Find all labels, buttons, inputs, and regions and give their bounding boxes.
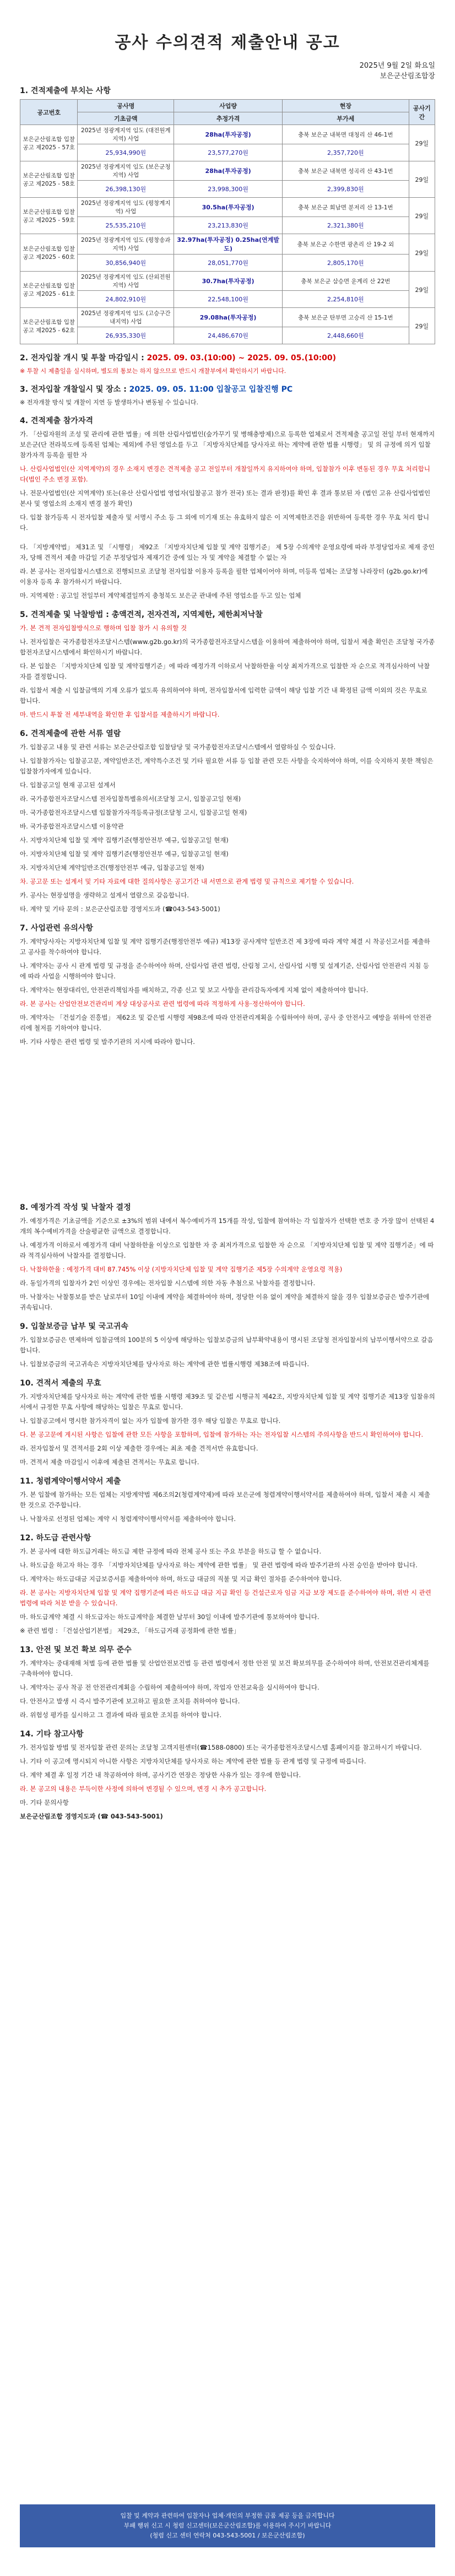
- cell-est: 23,577,270원: [174, 144, 283, 161]
- cell-est: 22,548,100원: [174, 291, 283, 308]
- paragraph: 다. 계약자는 현장대리인, 안전관리책임자를 배치하고, 각종 신고 및 보고 사항을 관리감독자에게 지체 없이 제출하여야 합니다.: [20, 986, 369, 994]
- section-heading: [20, 383, 435, 394]
- table-row: [20, 291, 435, 308]
- section-6: [0, 728, 455, 914]
- cell-est: 23,213,830원: [174, 217, 283, 234]
- cell-vat: 2,254,810원: [282, 291, 409, 308]
- col-base: 기초금액: [78, 112, 174, 125]
- section-2-heading: 2. 전자입찰 개시 및 투찰 마감일시 :: [20, 354, 144, 362]
- cell-period: 29일: [409, 198, 435, 234]
- cell-est: 23,998,300원: [174, 181, 283, 198]
- footer-line: (청렴 신고 센터 연락처 043-543-5001 / 보은군산림조합): [150, 2532, 305, 2539]
- paragraph: 다. 계약자는 하도급대금 지급보증서를 제출하여야 하며, 하도급 대금의 직불 및 지급 확인 절차를 준수하여야 합니다.: [20, 1575, 342, 1583]
- section-10: [0, 1377, 455, 1468]
- section-heading: 14. 기타 참고사항: [20, 1730, 84, 1739]
- paragraph-warning: 차. 공고문 또는 설계서 및 기타 자료에 대한 질의사항은 공고기간 내 서면으로 관계 법령 및 규칙으로 제기할 수 있습니다.: [20, 878, 354, 885]
- cell-work: 30.5ha(투자공정): [174, 198, 283, 217]
- paragraph: ※ 관련 법령 : 「건설산업기본법」 제29조, 「하도급거래 공정화에 관한 법률」: [20, 1627, 240, 1635]
- cell-period: 29일: [409, 272, 435, 308]
- section-heading: 1. 견적제출에 부치는 사항: [20, 86, 111, 95]
- paragraph: 나. 계약자는 공사 시 관계 법령 및 규정을 준수하여야 하며, 산림사업 관련 법령, 산림청 고시, 산림사업 시행 및 설계기준, 산림사업 안전관리 지침 등에 따라 사업을 시행하여야 합니다.: [20, 962, 430, 980]
- section-11: [0, 1475, 455, 1524]
- paragraph-warning: 라. 본 공사는 산업안전보건관리비 계상 대상공사로 관련 법령에 따라 적정하게 사용·정산하여야 합니다.: [20, 1000, 305, 1008]
- bid-period: 2025. 09. 03.(10:00) ~ 2025. 09. 05.(10:00): [147, 354, 337, 362]
- paragraph: 가. 입찰공고 내용 및 관련 서류는 보은군산림조합 입찰담당 및 국가종합전자조달시스템에서 열람하실 수 있습니다.: [20, 743, 336, 751]
- section-13-body: [20, 1658, 435, 1720]
- cell-est: 24,486,670원: [174, 327, 283, 344]
- cell-name: 2025년 정광계지역 임도 (대전원계지역) 사업: [78, 125, 174, 144]
- paragraph: 나. 낙찰자로 선정된 업체는 계약 시 청렴계약이행서약서를 제출하여야 합니다.: [20, 1515, 236, 1523]
- paragraph: 다. 「지방계약법」 제31조 및 「시행령」 제92조 「지방자치단체 입찰 및 계약 집행기준」 제 5장 수의계약 운영요령에 따라 부정당업자로 제재 중인 자, 당해 견적서 제출 마감일 기준 부정당업자 제재기간 중에 있는 자 및 계약을 체결할 수 없는 자: [20, 543, 435, 561]
- paragraph: 가. 입찰보증금은 면제하며 입찰금액의 100분의 5 이상에 해당하는 입찰보증금의 납부확약내용이 명시된 조달청 전자입찰서의 납부이행서약으로 갈음합니다.: [20, 1336, 434, 1354]
- paragraph-warning: 라. 본 공사는 지방자치단체 입찰 및 계약 집행기준에 따른 하도급 대금 지급 확인 등 건설근로자 임금 지급 보장 제도를 준수하여야 하며, 위반 시 관련 법령에 따라 처분 받을 수 있습니다.: [20, 1589, 431, 1607]
- col-est: 추정가격: [174, 112, 283, 125]
- section-6-body: [20, 742, 435, 914]
- table-row: [20, 234, 435, 255]
- section-heading: 5. 견적제출 및 낙찰방법 : 총액견적, 전자견적, 지역제한, 제한최저낙찰: [20, 610, 263, 619]
- doc-issuer: 보은군산림조합장: [380, 72, 435, 80]
- paragraph: 가. 본 입찰에 참가하는 모든 업체는 지방계약법 제6조의2(청렴계약제)에 따라 보은군에 청렴계약이행서약서를 제출하여야 하며, 입찰서 제출 시 제출한 것으로 간주합니다.: [20, 1491, 430, 1509]
- paragraph: 가. 지방자치단체를 당사자로 하는 계약에 관한 법률 시행령 제39조 및 같은법 시행규칙 제42조, 지방자치단체 입찰 및 계약 집행기준 제13장 입찰유의서에서 규정한 무효 사항에 해당하는 입찰은 무효로 합니다.: [20, 1393, 435, 1411]
- open-date: 2025. 09. 05.: [129, 385, 187, 394]
- section-7: [0, 922, 455, 1047]
- open-place: 11:00 입찰공고 입찰진행 PC: [189, 385, 293, 394]
- paragraph: 마. 견적서 제출 마감일시 이후에 제출된 견적서는 무효로 합니다.: [20, 1458, 199, 1466]
- table-row: [20, 125, 435, 144]
- paragraph: 사. 지방자치단체 입찰 및 계약 집행기준(행정안전부 예규, 입찰공고일 현재): [20, 836, 229, 844]
- footer-banner: [20, 2504, 435, 2547]
- paragraph: 나. 전자입찰은 국가종합전자조달시스템(www.g2b.go.kr)의 국가종합전자조달시스템을 이용하여 제출하여야 하며, 입찰서 제출 확인은 조달청 국가종합전자조달시스템에서 확인하시기 바랍니다.: [20, 638, 435, 656]
- cell-vat: 2,805,170원: [282, 255, 409, 272]
- cell-base: 26,398,130원: [78, 181, 174, 198]
- paragraph-warning: 다. 본 공고문에 게시된 사항은 입찰에 관한 모든 사항을 포함하며, 입찰에 참가하는 자는 전자입찰 시스템의 주의사항을 반드시 확인하여야 합니다.: [20, 1431, 424, 1438]
- cell-vat: 2,448,660원: [282, 327, 409, 344]
- cell-name: 2025년 정광계지역 임도 (고승구간내지역) 사업: [78, 308, 174, 327]
- cell-period: 29일: [409, 125, 435, 161]
- section-12-body: [20, 1546, 435, 1636]
- cell-location: 충북 보은군 내북면 성곡리 산 43-1번: [282, 161, 409, 181]
- notice-table: [20, 99, 435, 344]
- paragraph: 가. 계약자는 중대재해 처벌 등에 관한 법률 및 산업안전보건법 등 관련 법령에서 정한 안전 및 보건 확보의무를 준수하여야 하며, 안전보건관리체계를 구축하여야 합니다.: [20, 1659, 430, 1677]
- paragraph: 나. 입찰공고에서 명시한 참가자격이 없는 자가 입찰에 참가한 경우 해당 입찰은 무효로 합니다.: [20, 1417, 281, 1425]
- cell-name: 2025년 정광계지역 임도 (보은군청지역) 사업: [78, 161, 174, 181]
- section-12: [0, 1532, 455, 1636]
- doc-meta: [0, 61, 455, 82]
- paragraph: 나. 계약자는 공사 착공 전 안전관리계획을 수립하여 제출하여야 하며, 작업자 안전교육을 실시하여야 합니다.: [20, 1684, 319, 1691]
- section-heading: 13. 안전 및 보건 확보 의무 준수: [20, 1646, 132, 1654]
- col-vat: 부가세: [282, 112, 409, 125]
- paragraph: 나. 예정가격 이하로서 예정가격 대비 낙찰하한율 이상으로 입찰한 자 중 최저가격으로 입찰한 자 순으로 「지방자치단체 입찰 및 계약 집행기준」에 따라 적격심사하여 낙찰자를 결정합니다.: [20, 1241, 434, 1259]
- section-heading: 12. 하도급 관련사항: [20, 1534, 91, 1543]
- table-row: [20, 181, 435, 198]
- contact-line: 보은군산림조합 경영지도과 (☎ 043-543-5001): [20, 1812, 163, 1820]
- cell-notice-no: 보은군산림조합 입찰공고 제2025 - 59호: [20, 198, 78, 234]
- paragraph: 타. 계약 및 기타 문의 : 보은군산림조합 경영지도과 (☎043-543-5001): [20, 905, 220, 913]
- cell-vat: 2,321,380원: [282, 217, 409, 234]
- section-14: [0, 1728, 455, 1822]
- page-gap: [0, 1051, 455, 1194]
- section-9: [0, 1321, 455, 1370]
- section-3: [0, 383, 455, 407]
- table-row: [20, 198, 435, 217]
- col-work: 사업량: [174, 100, 283, 112]
- paragraph: 나. 하도급을 하고자 하는 경우 「지방자치단체를 당사자로 하는 계약에 관한 법률」 및 관련 법령에 따라 발주기관의 사전 승인을 받아야 합니다.: [20, 1561, 418, 1569]
- cell-location: 충북 보은군 탄부면 고승리 산 15-1번: [282, 308, 409, 327]
- section-2: [0, 352, 455, 376]
- paragraph: 라. 본 공사는 전자입찰시스템으로 진행되므로 조달청 전자입찰 이용자 등록을 필한 업체이어야 하며, 미등록 업체는 조달청 나라장터 (g2b.go.kr)에 이용자 등록 후 참가하시기 바랍니다.: [20, 567, 428, 586]
- section-2-note: ※ 투찰 시 제출일을 실시하며, 별도의 통보는 하지 않으므로 반드시 개찰부에서 확인하시기 바랍니다.: [20, 367, 286, 375]
- cell-vat: 2,357,720원: [282, 144, 409, 161]
- section-3-heading: 3. 전자입찰 개찰일시 및 장소 :: [20, 385, 127, 394]
- paragraph: 다. 안전사고 발생 시 즉시 발주기관에 보고하고 필요한 조치를 취하여야 합니다.: [20, 1697, 240, 1705]
- section-4-body: [20, 429, 435, 601]
- cell-base: 25,535,210원: [78, 217, 174, 234]
- paragraph: 다. 계약 체결 후 일정 기간 내 착공하여야 하며, 공사기간 연장은 정당한 사유가 있는 경우에 한합니다.: [20, 1771, 301, 1779]
- cell-location: 충북 보은군 삼승면 운계리 산 22번: [282, 272, 409, 291]
- section-heading: 10. 견적서 제출의 무효: [20, 1379, 101, 1388]
- paragraph: 마. 지역제한 : 공고일 전일부터 계약체결일까지 충청북도 보은군 관내에 주된 영업소를 두고 있는 업체: [20, 592, 301, 599]
- doc-date: 2025년 9월 2일 화요일: [359, 62, 435, 70]
- paragraph-warning: 마. 반드시 투찰 전 세부내역을 확인한 후 입찰서를 제출하시기 바랍니다.: [20, 711, 220, 718]
- cell-work: 30.7ha(투자공정): [174, 272, 283, 291]
- paragraph: 나. 입찰보증금의 국고귀속은 지방자치단체를 당사자로 하는 계약에 관한 법률시행령 제38조에 따릅니다.: [20, 1360, 310, 1368]
- cell-work: 32.97ha(투자공정) 0.25ha(연계발도): [174, 234, 283, 255]
- cell-base: 30,856,940원: [78, 255, 174, 272]
- paragraph: 아. 지방자치단체 입찰 및 계약 집행기준(행정안전부 예규, 입찰공고일 현재): [20, 850, 229, 858]
- paragraph: 가. 본 견적 전자입찰방식으로 행하며 입찰 참가 시 유의할 것: [20, 624, 187, 632]
- paragraph: 다. 입찰 참가등록 시 전자입찰 제출자 및 서명시 주소 등 그 외에 미기재 또는 유효하지 않은 이 지역제한조건을 위반하여 등록한 경우 무효 처리 합니다.: [20, 513, 430, 532]
- section-heading: 8. 예정가격 작성 및 낙찰자 결정: [20, 1203, 131, 1212]
- cell-name: 2025년 정광계지역 임도 (평창송과지역) 사업: [78, 234, 174, 255]
- cell-name: 2025년 정광계지역 임도 (산외전원지역) 사업: [78, 272, 174, 291]
- cell-notice-no: 보은군산림조합 입찰공고 제2025 - 60호: [20, 234, 78, 272]
- paragraph: 나. 기타 이 공고에 명시되지 아니한 사항은 지방자치단체를 당사자로 하는 계약에 관한 법률 등 관계 법령 및 규정에 따릅니다.: [20, 1757, 366, 1765]
- section-5: [0, 609, 455, 720]
- cell-location: 충북 보은군 회남면 분저리 산 13-1번: [282, 198, 409, 217]
- cell-base: 26,935,330원: [78, 327, 174, 344]
- section-4: [0, 415, 455, 601]
- cell-period: 29일: [409, 308, 435, 344]
- paragraph: 다. 입찰공고일 현재 공고된 설계서: [20, 781, 116, 789]
- paragraph: 가. 본 공사에 대한 하도급거래는 하도급 제한 규정에 따라 전체 공사 또는 주요 부분을 하도급 할 수 없습니다.: [20, 1547, 322, 1555]
- section-1: [0, 85, 455, 344]
- table-row: [20, 144, 435, 161]
- section-14-body: [20, 1742, 435, 1822]
- page-title: 공사 수의견적 제출안내 공고: [115, 33, 340, 52]
- cell-vat: 2,399,830원: [282, 181, 409, 198]
- paragraph: 마. 국가종합전자조달시스템 입찰참가자격등록규정(조달청 고시, 입찰공고일 현재): [20, 809, 247, 816]
- table-row: [20, 327, 435, 344]
- footer-line: 부패 행위 신고 시 청렴 신고센터(보은군산림조합)를 이용하여 주시기 바랍니다: [123, 2522, 332, 2529]
- col-notice-no: 공고번호: [20, 100, 78, 125]
- col-name: 공사명: [78, 100, 174, 112]
- cell-notice-no: 보은군산림조합 입찰공고 제2025 - 58호: [20, 161, 78, 198]
- paragraph: 바. 기타 사항은 관련 법령 및 발주기관의 지시에 따라야 합니다.: [20, 1038, 195, 1046]
- footer-line: 입찰 및 계약과 관련하여 입찰자나 업체·개인의 부정한 금품 제공 등을 금지합니다: [120, 2512, 335, 2519]
- section-11-body: [20, 1490, 435, 1524]
- paragraph: 마. 하도급계약 체결 시 하도급자는 하도급계약을 체결한 날부터 30일 이내에 발주기관에 통보하여야 합니다.: [20, 1613, 319, 1621]
- cell-base: 25,934,990원: [78, 144, 174, 161]
- cell-est: 28,051,770원: [174, 255, 283, 272]
- paragraph: 다. 본 입찰은 「지방자치단체 입찰 및 계약집행기준」에 따라 예정가격 이하로서 낙찰하한율 이상 최저가격으로 입찰한 자 순으로 적격심사하여 낙찰자를 결정합니다.: [20, 662, 430, 680]
- section-5-body: [20, 623, 435, 720]
- cell-notice-no: 보은군산림조합 입찰공고 제2025 - 62호: [20, 308, 78, 344]
- section-9-body: [20, 1335, 435, 1370]
- section-13: [0, 1644, 455, 1720]
- table-row: [20, 255, 435, 272]
- paragraph: 라. 동일가격의 입찰자가 2인 이상인 경우에는 전자입찰 시스템에 의한 자동 추첨으로 낙찰자를 결정합니다.: [20, 1279, 316, 1287]
- cell-period: 29일: [409, 234, 435, 272]
- paragraph: 자. 지방자치단체 계약일반조건(행정안전부 예규, 입찰공고일 현재): [20, 864, 204, 872]
- cell-work: 28ha(투자공정): [174, 125, 283, 144]
- cell-name: 2025년 정광계지역 임도 (평창계지역) 사업: [78, 198, 174, 217]
- notice-table-body: [20, 125, 435, 344]
- section-heading: 7. 사업관련 유의사항: [20, 924, 93, 933]
- table-row: [20, 272, 435, 291]
- cell-location: 충북 보은군 내북면 대청리 산 46-1번: [282, 125, 409, 144]
- paragraph: 마. 낙찰자는 낙찰통보를 받은 날로부터 10일 이내에 계약을 체결하여야 하며, 정당한 이유 없이 계약을 체결하지 않을 경우 입찰보증금은 발주기관에 귀속됩니다.: [20, 1293, 430, 1311]
- cell-location: 충북 보은군 수한면 광촌리 산 19-2 외: [282, 234, 409, 255]
- cell-base: 24,802,910원: [78, 291, 174, 308]
- table-row: [20, 217, 435, 234]
- section-10-body: [20, 1392, 435, 1468]
- cell-notice-no: 보은군산림조합 입찰공고 제2025 - 61호: [20, 272, 78, 308]
- cell-work: 29.08ha(투자공정): [174, 308, 283, 327]
- cell-period: 29일: [409, 161, 435, 198]
- paragraph: 나. 입찰참가자는 입찰공고문, 계약일반조건, 계약특수조건 및 기타 필요한 서류 등 입찰 관련 모든 사항을 숙지하여야 하며, 이를 숙지하지 못한 책임은 입찰참가자에게 있습니다.: [20, 757, 434, 775]
- paragraph: 가. 예정가격은 기초금액을 기준으로 ±3%의 범위 내에서 복수예비가격 15개를 작성, 입찰에 참여하는 각 입찰자가 선택한 번호 중 가장 많이 선택된 4개의 복수예비가격을 산술평균한 금액으로 결정합니다.: [20, 1217, 435, 1235]
- col-location: 현장: [282, 100, 409, 112]
- paragraph-warning: 다. 낙찰하한율 : 예정가격 대비 87.745% 이상 (지방자치단체 입찰 및 계약 집행기준 제5장 수의계약 운영요령 적용): [20, 1265, 343, 1273]
- cell-work: 28ha(투자공정): [174, 161, 283, 181]
- paragraph: 가. 계약당사자는 지방자치단체 입찰 및 계약 집행기준(행정안전부 예규) 제13장 공사계약 일반조건 제 3장에 따라 계약 체결 시 착공신고서를 제출하고 공사를 착수하여야 합니다.: [20, 938, 430, 956]
- paragraph-warning: 나. 산림사업법인(산 지역계약)의 경우 소재지 변경은 견적제출 공고 전일부터 개찰일까지 유지하여야 하며, 입찰참가 이후 변동된 경우 무효 처리합니다(법인 주소 변경 포함).: [20, 465, 430, 483]
- paragraph: 가. 전자입찰 방법 및 전자입찰 관련 문의는 조달청 고객지원센터(☎1588-0800) 또는 국가종합전자조달시스템 홈페이지를 참고하시기 바랍니다.: [20, 1744, 422, 1751]
- section-heading: 6. 견적제출에 관한 서류 열람: [20, 729, 121, 738]
- paragraph: 나. 전문사업법인(산 지역계약) 또는(유산 산림사업법 영업자(입찰공고 참가 전국) 또는 결과 판정)를 확인 후 결과 통보된 자 (법인 고유 산림사업법인 본사 및 영업소의 소재지 변경 불가 확인): [20, 489, 431, 507]
- paragraph: 마. 계약자는 「건설기술 진흥법」 제62조 및 같은법 시행령 제98조에 따라 안전관리계획을 수립하여야 하며, 공사 중 안전사고 예방을 위하여 안전관리에 철저를 기하여야 합니다.: [20, 1014, 432, 1032]
- col-date: 공사기간: [409, 100, 435, 125]
- section-7-body: [20, 937, 435, 1047]
- table-row: [20, 161, 435, 181]
- paragraph: 가. 「산림자원의 조성 및 관리에 관한 법률」에 의한 산림사업법인(숲가꾸기 및 병해충방제)으로 등록한 업체로서 견적제출 공고일 전일 부터 현재까지 보은군(단 전라북도에 등록된 업체는 제외)에 주된 영업소를 두고 「지방자치단체를 당사자로 하는 계약에 관한 법률 시행령」 및 의 규정에 의거 입찰참가자격 등록을 필한 자: [20, 430, 435, 459]
- section-8-body: [20, 1216, 435, 1313]
- paragraph: 마. 기타 문의사항: [20, 1799, 69, 1806]
- paragraph: 라. 전자입찰서 및 견적서를 2회 이상 제출한 경우에는 최초 제출 견적서만 유효합니다.: [20, 1444, 258, 1452]
- paragraph: 바. 국가종합전자조달시스템 이용약관: [20, 822, 124, 830]
- paragraph-warning: 라. 본 공고의 내용은 부득이한 사정에 의하여 변경될 수 있으며, 변경 시 추가 공고합니다.: [20, 1785, 267, 1793]
- section-8: [0, 1202, 455, 1313]
- table-row: [20, 308, 435, 327]
- paragraph: 라. 위험성 평가를 실시하고 그 결과에 따라 필요한 조치를 하여야 합니다.: [20, 1711, 222, 1719]
- cell-notice-no: 보은군산림조합 입찰공고 제2025 - 57호: [20, 125, 78, 161]
- section-3-note: ※ 전자개찰 방식 및 개찰이 지연 등 발생하거나 변동될 수 있습니다.: [20, 399, 198, 406]
- section-heading: [20, 352, 435, 363]
- paragraph: 라. 입찰서 제출 시 입찰금액의 기재 오류가 없도록 유의하여야 하며, 전자입찰서에 입력한 금액이 해당 입찰 기간 내 확정된 금액 이외의 것은 무효로 합니다.: [20, 686, 427, 705]
- section-heading: 11. 청렴계약이행서약서 제출: [20, 1477, 121, 1486]
- section-heading: 4. 견적제출 참가자격: [20, 416, 93, 425]
- paragraph: 라. 국가종합전자조달시스템 전자입찰특별유의서(조달청 고시, 입찰공고일 현재): [20, 795, 241, 803]
- paragraph: 카. 공사는 현장설명을 생략하고 설계서 열람으로 갈음합니다.: [20, 891, 189, 899]
- section-heading: 9. 입찰보증금 납부 및 국고귀속: [20, 1322, 128, 1331]
